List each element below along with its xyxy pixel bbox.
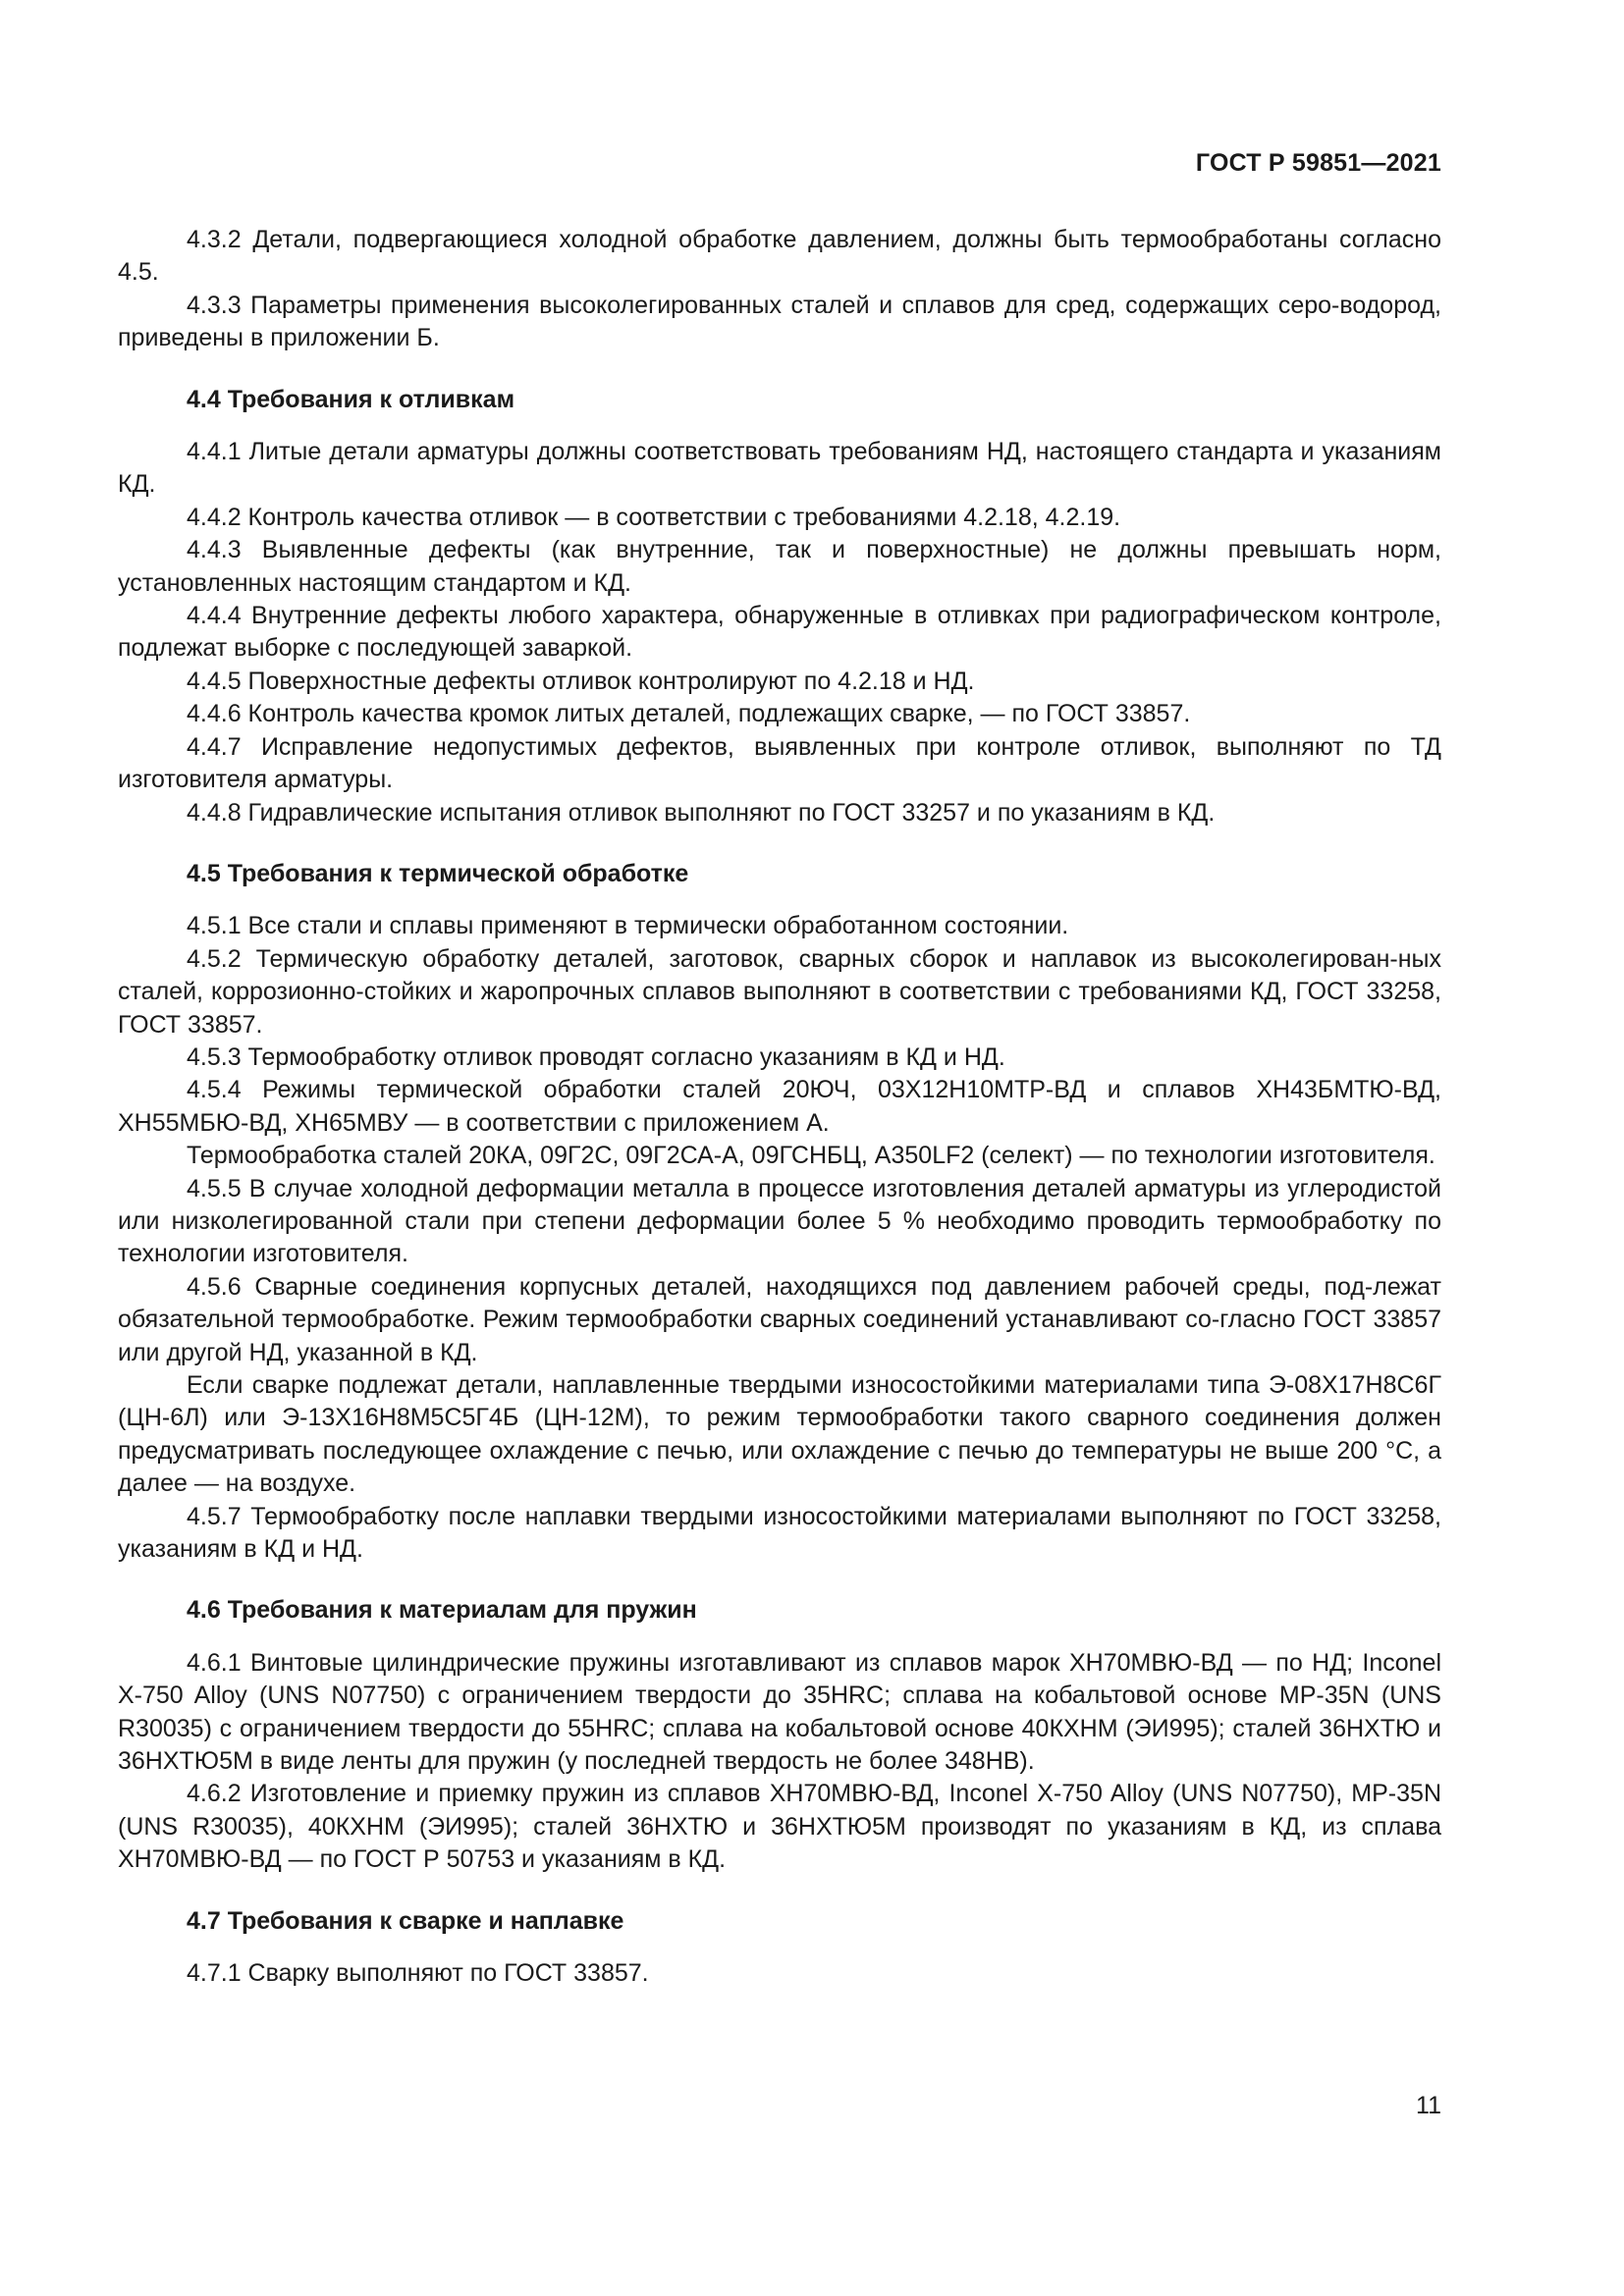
paragraph-4-5-6: 4.5.6 Сварные соединения корпусных деталей, находящихся под давлением рабочей среды, под-лежат обязательной термообработке. Режим термообработки сварных соединений устанавливают со-гласно ГОСТ 33857 или другой НД, указанной в КД.: [118, 1272, 1441, 1366]
section-title-4-4: 4.4 Требования к отливкам: [187, 385, 515, 413]
paragraph-4-5-6-cont: Если сварке подлежат детали, наплавленные твердыми износостойкими материалами типа Э-08Х17Н8С6Г (ЦН-6Л) или Э-13Х16Н8М5С5Г4Б (ЦН-12М), то режим термообработки такого сварного соединения должен предусматривать последующее охлаждение с печью, или охлаждение с печью до температуры не выше 200 °С, а далее — на воздухе.: [118, 1371, 1441, 1498]
paragraph-4-4-3: 4.4.3 Выявленные дефекты (как внутренние, так и поверхностные) не должны превышать норм, установленных настоящим стандартом и КД.: [118, 536, 1441, 597]
paragraph-4-4-6: 4.4.6 Контроль качества кромок литых деталей, подлежащих сварке, — по ГОСТ 33857.: [187, 700, 1191, 728]
page-number: 11: [1416, 2092, 1441, 2119]
standard-designation: ГОСТ Р 59851—2021: [1195, 149, 1441, 177]
paragraph-4-5-4: 4.5.4 Режимы термической обработки сталей 20ЮЧ, 03Х12Н10МТР-ВД и сплавов ХН43БМТЮ-ВД, ХН55МБЮ-ВД, ХН65МВУ — в соответствии с приложением А.: [118, 1076, 1441, 1137]
paragraph-4-4-4: 4.4.4 Внутренние дефекты любого характера, обнаруженные в отливках при радиографическом контроле, подлежат выборке с последующей заваркой.: [118, 602, 1441, 663]
paragraph-4-6-2: 4.6.2 Изготовление и приемку пружин из сплавов ХН70МВЮ-ВД, Inconel X-750 Alloy (UNS N07750), MP-35N (UNS R30035), 40КХНМ (ЭИ995); сталей 36НХТЮ и 36НХТЮ5М производят по указаниям в КД, из сплава ХН70МВЮ-ВД — по ГОСТ Р 50753 и указаниям в КД.: [118, 1780, 1441, 1874]
paragraph-4-4-2: 4.4.2 Контроль качества отливок — в соответствии с требованиями 4.2.18, 4.2.19.: [187, 503, 1121, 531]
paragraph-4-5-2: 4.5.2 Термическую обработку деталей, заготовок, сварных сборок и наплавок из высоколегирован-ных сталей, коррозионно-стойких и жаропрочных сплавов выполняют в соответствии с требованиями КД, ГОСТ 33258, ГОСТ 33857.: [118, 944, 1441, 1039]
paragraph-4-4-8: 4.4.8 Гидравлические испытания отливок выполняют по ГОСТ 33257 и по указаниям в КД.: [187, 798, 1216, 827]
document-body: [118, 224, 1441, 1991]
paragraph-4-7-1: 4.7.1 Сварку выполняют по ГОСТ 33857.: [187, 1959, 649, 1988]
paragraph-4-3-3: 4.3.3 Параметры применения высоколегированных сталей и сплавов для сред, содержащих серо-водород, приведены в приложении Б.: [118, 291, 1441, 352]
paragraph-4-5-3: 4.5.3 Термообработку отливок проводят согласно указаниям в КД и НД.: [187, 1042, 1005, 1071]
paragraph-4-4-5: 4.4.5 Поверхностные дефекты отливок контролируют по 4.2.18 и НД.: [187, 667, 975, 695]
paragraph-4-5-4-cont: Термообработка сталей 20КА, 09Г2С, 09Г2СА-А, 09ГСНБЦ, A350LF2 (селект) — по технологии изготовителя.: [187, 1142, 1435, 1170]
paragraph-4-5-7: 4.5.7 Термообработку после наплавки твердыми износостойкими материалами выполняют по ГОСТ 33258, указаниям в КД и НД.: [118, 1502, 1441, 1564]
paragraph-4-5-1: 4.5.1 Все стали и сплавы применяют в термически обработанном состоянии.: [187, 912, 1069, 940]
paragraph-4-4-7: 4.4.7 Исправление недопустимых дефектов, выявленных при контроле отливок, выполняют по ТД изготовителя арматуры.: [118, 732, 1441, 794]
paragraph-4-4-1: 4.4.1 Литые детали арматуры должны соответствовать требованиям НД, настоящего стандарта и указаниям КД.: [118, 438, 1441, 499]
paragraph-4-3-2: 4.3.2 Детали, подвергающиеся холодной обработке давлением, должны быть термообработаны согласно 4.5.: [118, 226, 1441, 287]
paragraph-4-6-1: 4.6.1 Винтовые цилиндрические пружины изготавливают из сплавов марок ХН70МВЮ-ВД — по НД; Inconel X-750 Alloy (UNS N07750) с ограничением твердости до 35HRC; сплава на кобальтовой основе MP-35N (UNS R30035) с ограничением твердости до 55HRC; сплава на кобальтовой основе 40КХНМ (ЭИ995); сталей 36НХТЮ и 36НХТЮ5М в виде ленты для пружин (у последней твердость не более 348НВ).: [118, 1648, 1441, 1776]
paragraph-4-5-5: 4.5.5 В случае холодной деформации металла в процессе изготовления деталей арматуры из углеродистой или низколегированной стали при степени деформации более 5 % необходимо проводить термообработку по технологии изготовителя.: [118, 1174, 1441, 1268]
section-title-4-5: 4.5 Требования к термической обработке: [187, 859, 689, 887]
section-title-4-6: 4.6 Требования к материалам для пружин: [187, 1596, 697, 1625]
section-title-4-7: 4.7 Требования к сварке и наплавке: [187, 1906, 624, 1935]
